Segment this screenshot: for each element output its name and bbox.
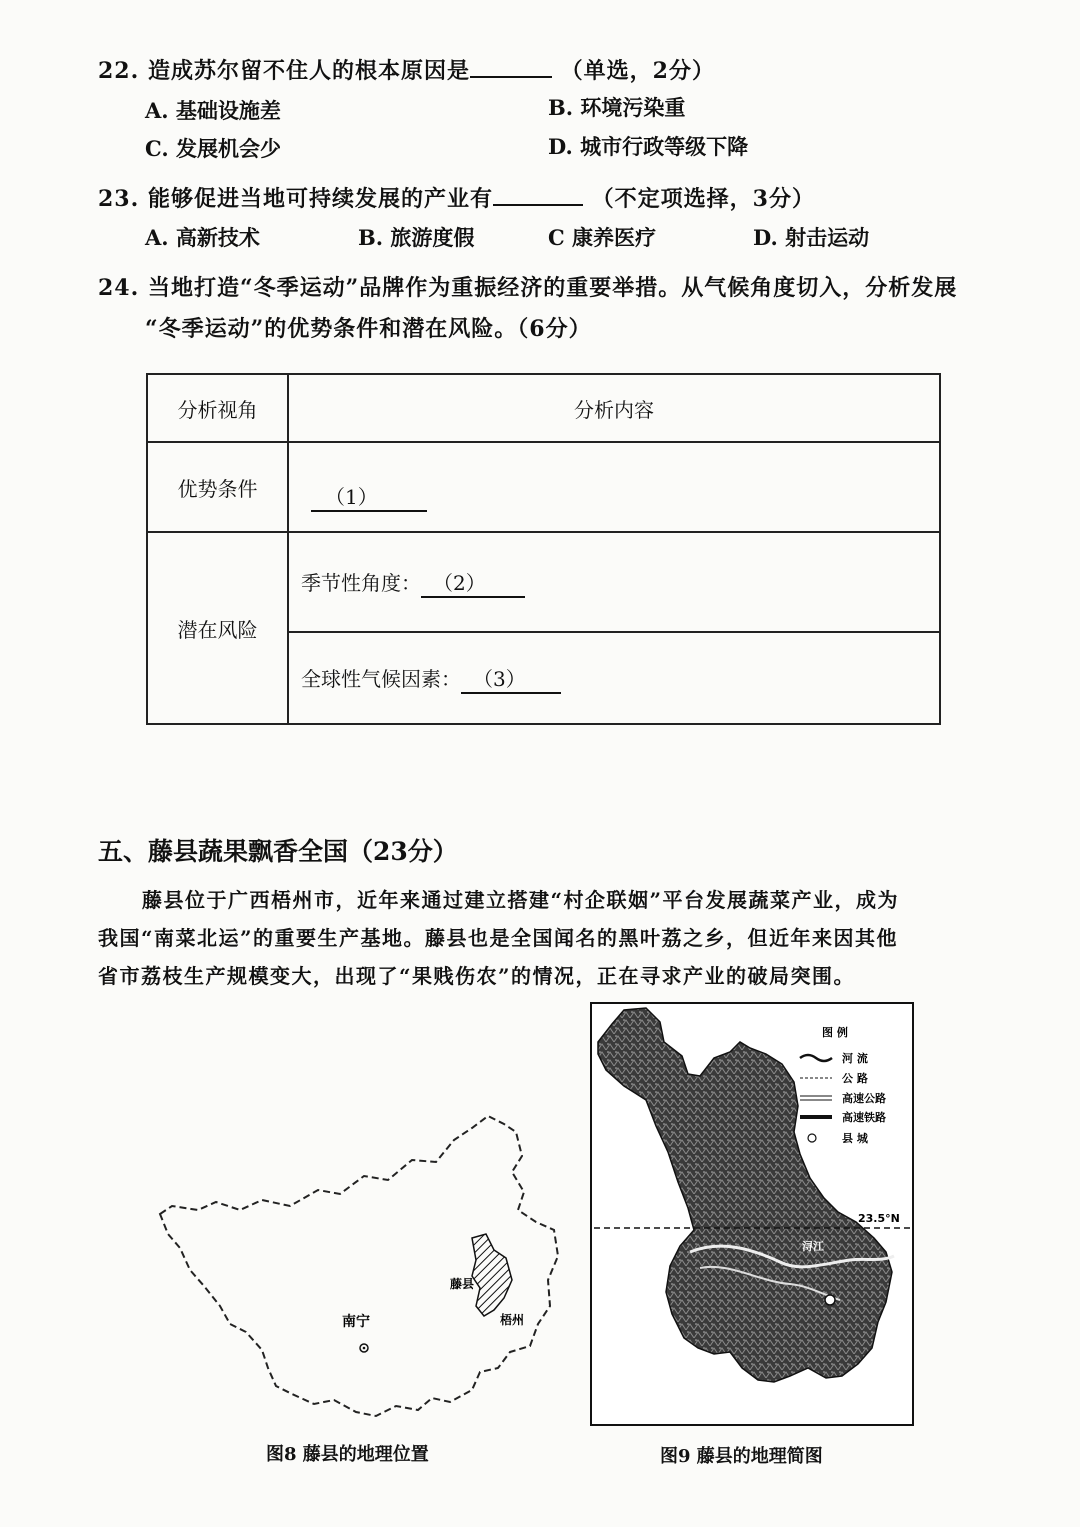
q23-blank: [493, 204, 583, 206]
fig8-caption: 图8 藤县的地理位置: [266, 1444, 429, 1465]
label-tengxian: 藤县: [450, 1277, 475, 1291]
global-climate-label: 全球性气候因素：: [301, 666, 461, 691]
legend-county-icon: [808, 1134, 816, 1142]
legend-river: 河 流: [842, 1052, 868, 1065]
latitude-label: 23.5°N: [858, 1212, 900, 1225]
seasonal-label: 季节性角度：: [301, 570, 421, 595]
q24-stem-line1: 24. 当地打造“冬季运动”品牌作为重振经济的重要举措。从气候角度切入，分析发展: [98, 275, 958, 301]
section5-para-line2: 我国“南菜北运”的重要生产基地。藤县也是全国闻名的黑叶荔之乡，但近年来因其他: [98, 926, 899, 950]
fig8-location-map: [150, 1110, 570, 1430]
label-wuzhou: 梧州: [500, 1313, 525, 1327]
q22-option-c: C. 发展机会少: [145, 136, 281, 161]
county-seat-marker: [825, 1295, 835, 1305]
tengxian-region: [472, 1234, 512, 1316]
row-risk-seasonal: [288, 532, 940, 632]
q23-option-a: A. 高新技术: [145, 225, 260, 250]
legend-road: 公 路: [842, 1072, 868, 1085]
table-header-perspective: 分析视角: [147, 374, 288, 442]
q23-stem: 23. 能够促进当地可持续发展的产业有 （不定项选择，3分）: [98, 186, 815, 212]
legend-title: 图 例: [822, 1026, 848, 1039]
section5-title: 五、藤县蔬果飘香全国（23分）: [98, 837, 458, 866]
section5-para-line1: 藤县位于广西梧州市，近年来通过建立搭建“村企联姻”平台发展蔬菜产业，成为: [142, 888, 900, 912]
row-advantage-content: [288, 442, 940, 532]
section5-para-line3: 省市荔枝生产规模变大，出现了“果贱伤农”的情况，正在寻求产业的破局突围。: [98, 964, 856, 988]
row-risk-global: [288, 632, 940, 724]
blank-2[interactable]: （2）: [421, 567, 525, 598]
table-header-content: 分析内容: [288, 374, 940, 442]
legend-railway-icon: [800, 1115, 832, 1119]
legend-county: 县 城: [842, 1132, 868, 1145]
q22-option-a: A. 基础设施差: [145, 98, 281, 123]
legend-highway: 高速公路: [842, 1092, 886, 1105]
q22-stem: 22. 造成苏尔留不住人的根本原因是 （单选，2分）: [98, 58, 715, 84]
q24-stem-line2: “冬季运动”的优势条件和潜在风险。（6分）: [145, 316, 592, 342]
q22-option-d: D. 城市行政等级下降: [548, 134, 749, 159]
q23-option-d: D. 射击运动: [753, 225, 870, 250]
q23-option-c: C 康养医疗: [548, 225, 657, 250]
q22-blank: [470, 76, 552, 78]
fig9-caption: 图9 藤县的地理简图: [660, 1446, 823, 1467]
q23-option-b: B. 旅游度假: [358, 225, 475, 250]
river-label: 浔江: [802, 1240, 824, 1253]
q22-option-b: B. 环境污染重: [548, 95, 686, 120]
row-advantage-label: 优势条件: [147, 442, 288, 532]
analysis-table: [146, 373, 941, 725]
fig9-county-map: [590, 1002, 914, 1426]
blank-3[interactable]: （3）: [461, 663, 561, 694]
legend-railway: 高速铁路: [842, 1111, 886, 1124]
blank-1[interactable]: （1）: [311, 481, 427, 512]
row-risk-label: 潜在风险: [147, 532, 288, 724]
label-nanning: 南宁: [342, 1314, 370, 1330]
